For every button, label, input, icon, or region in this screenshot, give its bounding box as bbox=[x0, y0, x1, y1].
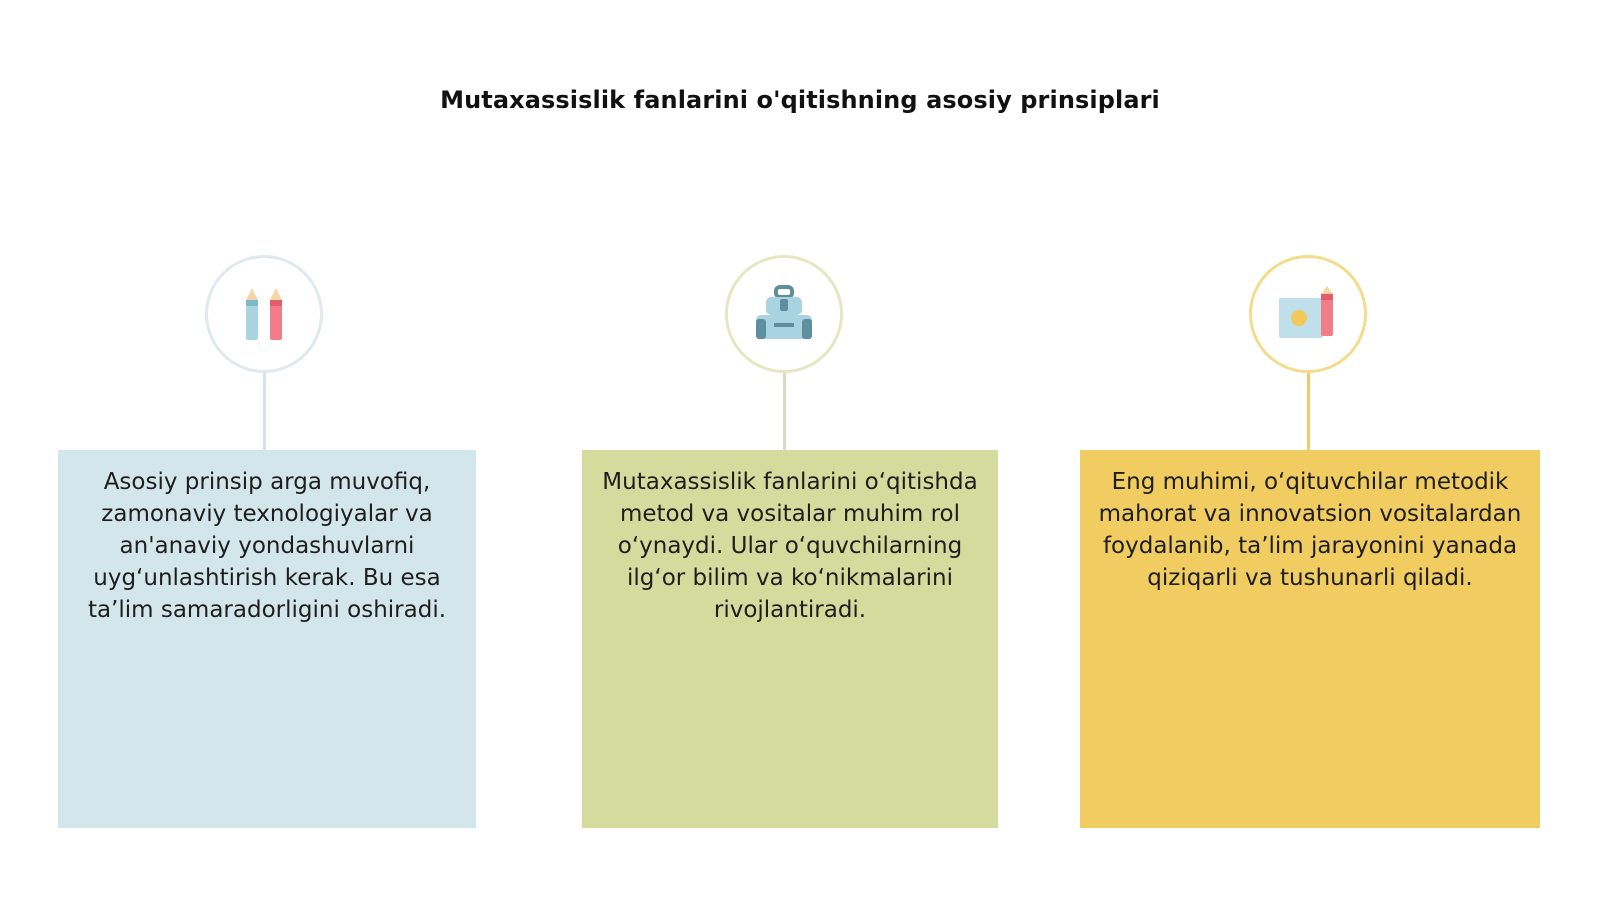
pencils-icon bbox=[240, 284, 288, 344]
connector-line-3 bbox=[1307, 373, 1310, 451]
connector-line-2 bbox=[783, 373, 786, 451]
principle-card-3 bbox=[1080, 450, 1540, 828]
icon-circle-1 bbox=[205, 255, 323, 373]
icon-circle-3 bbox=[1249, 255, 1367, 373]
page-title: Mutaxassislik fanlarini o'qitishning asosiy prinsiplari bbox=[440, 86, 1160, 114]
principle-text-1: Asosiy prinsip arga muvofiq, zamonaviy texnologiyalar va an'anaviy yondashuvlarni uyg‘unlashtirish kerak. Bu esa ta’lim samaradorligini oshiradi. bbox=[87, 469, 447, 623]
principle-card-2 bbox=[582, 450, 998, 828]
connector-line-1 bbox=[263, 373, 266, 451]
principle-card-1 bbox=[58, 450, 476, 828]
backpack-icon bbox=[754, 285, 814, 343]
principle-text-3: Eng muhimi, o‘qituvchilar metodik mahorat va innovatsion vositalardan foydalanib, ta’lim jarayonini yanada qiziqarli va tushunarli qiladi. bbox=[1098, 469, 1522, 591]
principle-text-2: Mutaxassislik fanlarini o‘qitishda metod va vositalar muhim rol o‘ynaydi. Ular o‘quvchilarning ilg‘or bilim va ko‘nikmalarini rivojlantiradi. bbox=[602, 469, 978, 623]
icon-circle-2 bbox=[725, 255, 843, 373]
drawing-pencil-icon bbox=[1277, 286, 1339, 342]
